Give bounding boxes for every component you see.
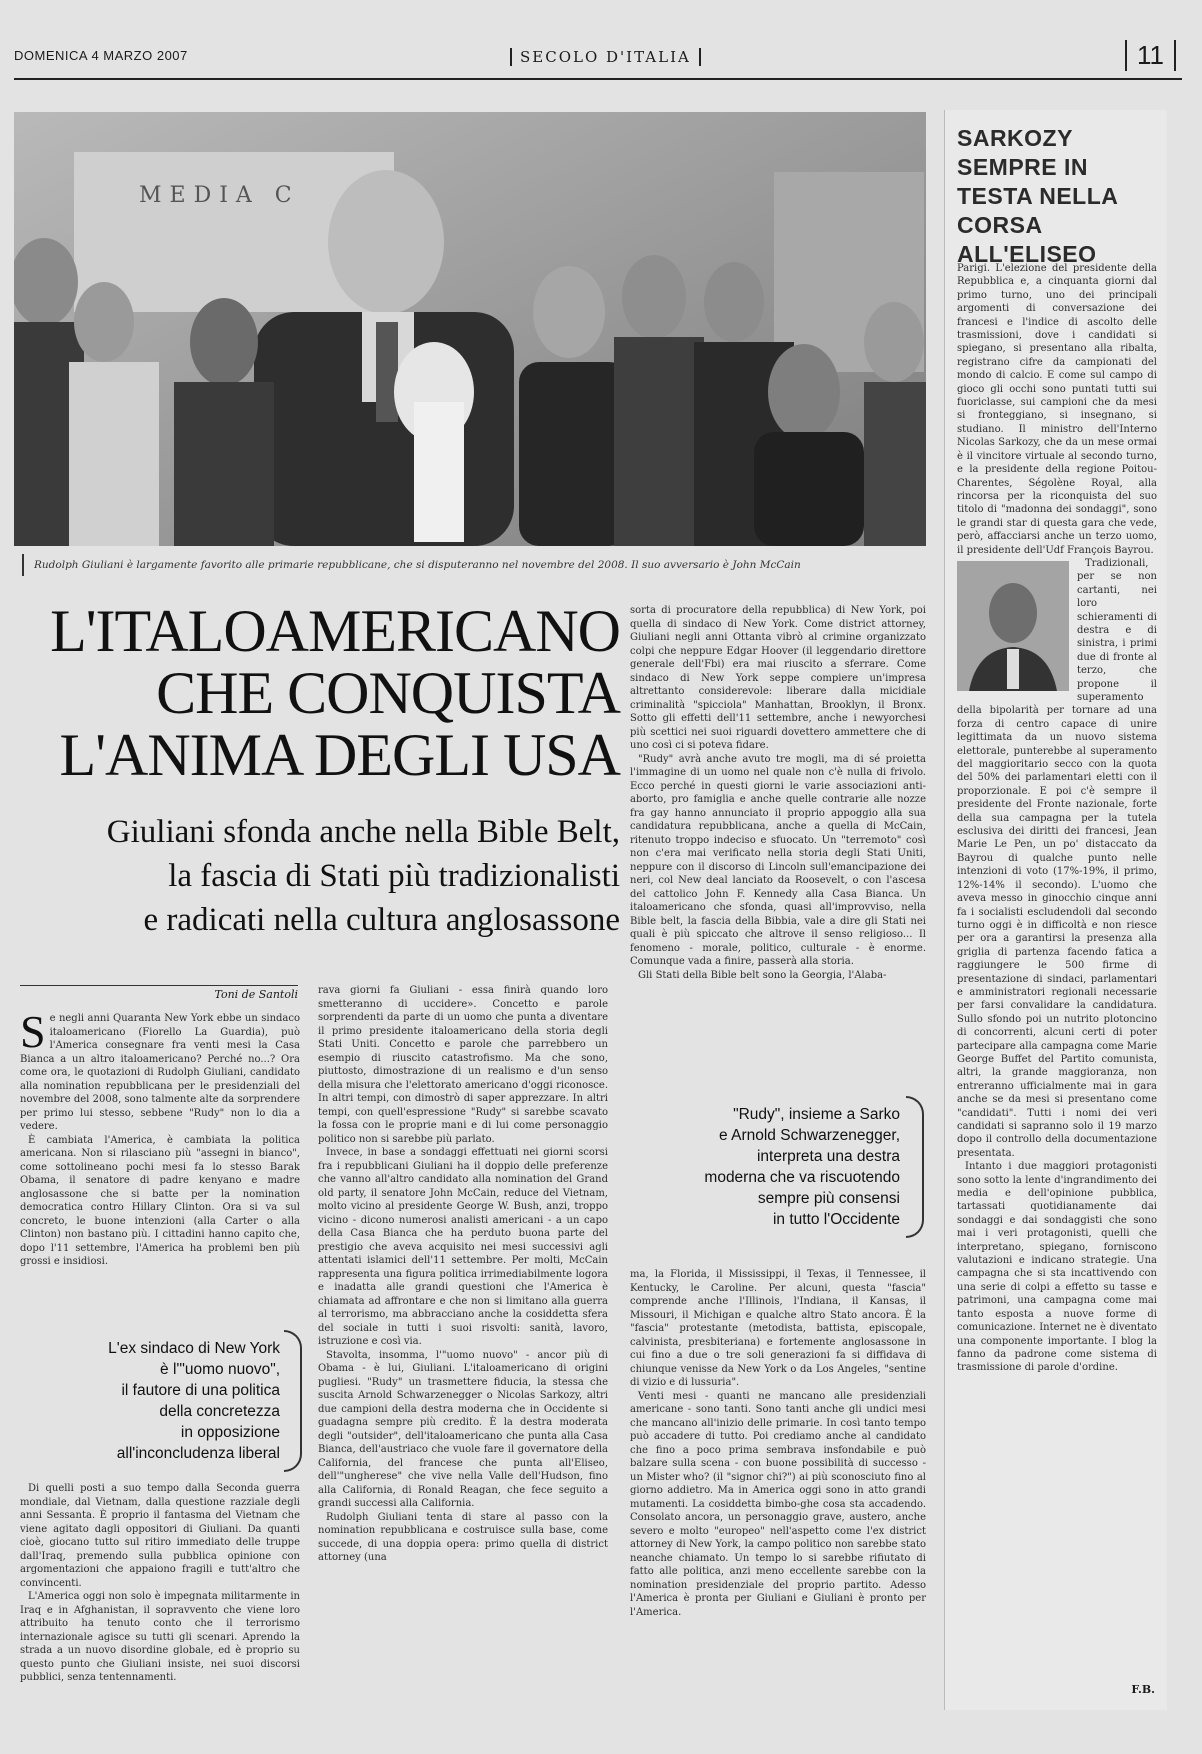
article-column-3-continued: [630, 1268, 926, 1712]
article-column-1-continued: [20, 1482, 300, 1712]
sidebar-text: [957, 262, 1157, 1692]
photo-caption: Rudolph Giuliani è largamente favorito alle primarie repubblicane, che si disputeranno nel novembre del 2008. Il suo avversario è John McCain: [22, 554, 934, 576]
paragraph: e negli anni Quaranta New York ebbe un sindaco italoamericano (Fiorello La Guardia), può l'America consegnare fra venti mesi la Casa Bianca a un altro italoamericano? Perché no...? Ora come ora, le quotazioni di Rudolph Giuliani, candidato alla nomination repubblicana per le presidenziali del novembre del 2008, sono talmente alte da sorprendere per primo lui stesso, sebbene "Rudy" non lo dia a vedere.: [20, 1013, 300, 1132]
article-column-3: [630, 604, 926, 1044]
headline-line: L'ANIMA DEGLI USA: [59, 722, 620, 788]
lead-photo-image: [14, 112, 926, 546]
pull-quote-line: sempre più consensi: [757, 1190, 900, 1207]
headline-line: CHE CONQUISTA: [156, 660, 620, 726]
article-column-1: [20, 1012, 300, 1318]
pull-quote-bracket: [906, 1096, 924, 1238]
pull-quote-line: il fautore di una politica: [121, 1382, 280, 1399]
sidebar-signature: F.B.: [1131, 1683, 1155, 1696]
paragraph: ma, la Florida, il Mississippi, il Texas, il Tennessee, il Kentucky, le Caroline. Per alcuni, questa "fascia" comprende anche l'Illinois, l'Indiana, il Kansas, il Missouri, il Michigan e qualche altro Stato ancora. È la "fascia" protestante (metodista, battista, episcopale, calvinista, presbiteriana) e fortemente anglosassone in cui fino a due o tre soli generazioni fa si diffidava di chiunque venisse da New York o da Los Angeles, "sentine di vizio e di lussuria".: [630, 1269, 926, 1388]
paragraph: Rudolph Giuliani tenta di stare al passo con la nomination repubblicana e costruisce sulla base, come succede, di una doppia opera: primo quella di district attorney (una: [318, 1511, 608, 1563]
subheadline-line: la fascia di Stati più tradizionalisti: [168, 858, 620, 894]
pull-quote-line: e Arnold Schwarzenegger,: [719, 1127, 900, 1144]
paragraph: Di quelli posti a suo tempo dalla Seconda guerra mondiale, dal Vietnam, dalla questione razziale degli anni Sessanta. È proprio il fantasma del Vietnam che viene agitato dagli oppositori di Giuliani. Da quanti cioè, giocano tutto sul ritiro immediato delle truppe dall'Iraq, premendo sulla pubblica opinione con argomentazioni che appaiono fragili e tutt'altro che convincenti.: [20, 1483, 300, 1589]
lead-photo: [14, 112, 926, 546]
paragraph: Intanto i due maggiori protagonisti sono sotto la lente d'ingrandimento dei media e dell'opinione pubblica, tartassati quotidianamente dai sondaggi e dai sondaggisti che sono mai i veri protagonisti, quelli che interpretano, spiegano, forniscono valutazioni e indicano strategie. Una campagna che si sta incattivendo con una serie di colpi a effetto su tasse e patrimoni, una campagna come mai tanto esposta a nuove forme di comunicazione. Internet ne è diventato una componente importante. I blog la fanno da padrone come sistema di trasmissione di parole d'ordine.: [957, 1161, 1157, 1374]
paragraph: Invece, in base a sondaggi effettuati nei giorni scorsi fra i repubblicani Giuliani ha il doppio delle preferenze che vanno all'altro candidato alla nomination del Grand old party, il senatore John McCain, reduce del Vietnam, molto vicino al presidente George W. Bush, anzi, troppo vicino - dicono numerosi analisti americani - a un capo della Casa Bianca che ha perduto buona parte del prestigio che aveva acquisito nei mesi successivi agli attentati islamici dell'11 settembre. Per molti, McCain rappresenta una figura politica irrimediabilmente logora e inadatta alle grandi questioni che l'America è chiamata ad affrontare e che non si limitano alla guerra al terrorismo, ma abbracciano anche la cosiddetta sfera del sociale in tutti i suoi risvolti: sanità, lavoro, istruzione e così via.: [318, 1147, 608, 1347]
paragraph: "Rudy" avrà anche avuto tre mogli, ma di sé proietta l'immagine di un uomo nel quale non c'è nulla di frivolo. Ecco perché in questi giorni le varie associazioni anti-aborto, pro famiglia e anche quelle contrarie alle nozze fra gay hanno annunciato il proprio appoggio alla sua candidatura repubblicana, anche a quella di McCain, ritenuto troppo indeciso e sfuocato. Un "terremoto" così non c'era mai verificato nella storia degli Stati Uniti, neppure con il discorso di Lincoln sull'emancipazione dei neri, col New deal lanciato da Roosevelt, o con l'ascesa del cattolico John F. Kennedy alla Casa Bianca. Un italoamericano che sfonda, quasi all'improvviso, nella Bible belt, la fascia della Bibbia, vale a dire gli Stati nei quali è più spiccato che altrove il senso religioso... Il fenomeno - morale, politico, culturale - è enorme. Comunque vada a finire, passerà alla storia.: [630, 753, 926, 967]
paragraph: Tradizionali, per se non cartanti, nei loro schieramenti di destra e di sinistra, i primi due di fronte al terzo, che propone il superamento della bipolarità per tornare ad una forza di centro capace di unire legittimata da un nuovo sistema elettorale, punterebbe al superamento del maggioritario secco con la quota del 50% dei parlamentari eletti con il proporzionale. E poi c'è sempre il presidente del Fronte nazionale, forte della sua campagna per la tutela esclusiva dei diritti dei francesi, Jean Marie Le Pen, un po' distaccato da Bayrou di qualche punto nelle intenzioni di voto (17%-19%, il primo, 12%-14% il secondo). L'uomo che aveva messo in ginocchio cinque anni fa i socialisti escludendoli dal secondo turno oggi è in difficoltà e non riesce per ora a garantirsi la presenza alla griglia di partenza facendo fatica a raggiungere le 500 firme di presentazione di sindaci, parlamentari e amministratori regionali necessarie per farsi convalidare la candidatura. Sullo sfondo poi un nutrito plotoncino di concorrenti, alcuni certi di poter partecipare alla campagna come Marie George Buffet del Partito comunista, altri, la grande maggioranza, non entreranno ufficialmente mai in gara anche se da mesi si presentano come "candidati". Tutti i nomi dei veri candidati si sapranno solo il 19 marzo dopo il controllo della documentazione presentata.: [957, 557, 1157, 1159]
pull-quote-line: all'inconcludenza liberal: [116, 1445, 280, 1462]
pull-quote-line: interpreta una destra: [756, 1148, 900, 1165]
subheadline: [10, 810, 620, 942]
byline: Toni de Santoli: [20, 985, 298, 1001]
pull-quote-line: L'ex sindaco di New York: [108, 1340, 280, 1357]
sidebar-portrait-photo: [957, 561, 1069, 691]
sidebar-title: SARKOZY SEMPRE IN TESTA NELLA CORSA ALL'ELISEO: [957, 125, 1118, 267]
pull-quote-line: in opposizione: [180, 1424, 280, 1441]
pull-quote-line: della concretezza: [159, 1403, 280, 1420]
pull-quote-line: moderna che va riscuotendo: [704, 1169, 900, 1186]
pull-quote-line: in tutto l'Occidente: [772, 1211, 900, 1228]
sidebar-box: [944, 110, 1167, 1710]
backdrop-sign-text: MEDIA C: [139, 183, 300, 208]
paragraph: L'America oggi non solo è impegnata militarmente in Iraq e in Afghanistan, il sopravvento che viene loro attribuito ha tenuto conto che il terrorismo internazionale agisce su tutti gli scenari. Aprendo la strada a un nuovo disordine globale, ed è proprio su questo punto che Giuliani insiste, nei suoi discorsi pubblici, senza tentennamenti.: [20, 1591, 300, 1683]
paragraph: È cambiata l'America, è cambiata la politica americana. Non si rilasciano più "assegni in bianco", come sottolineano pochi mesi fa lo stesso Barak Obama, il senatore di padre kenyano e madre anglosassone che si batte per la nomination democratica contro Hillary Clinton. Ora si va sul concreto, le buone intenzioni (alla Carter o alla Clinton) non bastano più. I cittadini hanno capito che, dopo l'11 settembre, l'America ha problemi ben più grossi e insidiosi.: [20, 1134, 300, 1267]
paragraph: Stavolta, insomma, l'"uomo nuovo" - ancor più di Obama - è lui, Giuliani. L'italoamericano di origini pugliesi. "Rudy" un trasmettere fiducia, la stessa che suscita Arnold Schwarzenegger o Nicolas Sarkozy, altri due campioni della destra moderna che in Occidente si guadagna sempre più credito. È la destra moderata degli "outsider", dell'italoamericano che punta alla Casa Bianca, dell'austriaco che vuole fare il governatore della California, del francese che punta all'Eliseo, dell'"ungherese" che vive nella Valle dell'Hudson, fino alla California, di Ronald Reagan, che fece seguito a grandi successi alla California.: [318, 1349, 608, 1509]
masthead: SECOLO D'ITALIA: [510, 48, 701, 66]
portrait-image: [957, 561, 1069, 691]
article-column-2: [318, 984, 608, 1712]
headline-line: L'ITALOAMERICANO: [50, 598, 620, 664]
subheadline-line: Giuliani sfonda anche nella Bible Belt,: [106, 814, 620, 850]
page-number: 11: [1125, 40, 1176, 71]
paragraph: Venti mesi - quanti ne mancano alle presidenziali americane - sono tanti. Sono tanti anche gli undici mesi che mancano all'inizio delle primarie. In così tanto tempo può accadere di tutto. Poi crediamo anche al candidato che fino a poco prima sembrava insfondabile e può balzare sulla scena - con buone possibilità di successo - un Mister who? (il "signor chi?") ai più sconosciuto fino al giorno addietro. Ma in America oggi sono in atto grandi mutamenti. La cosiddetta bimbo-ghe cosa sta accadendo. Consolato ancora, un personaggio grave, austero, anche severo e molto "europeo" nell'aspetto come l'ex district attorney di New York, la campo politico non sarebbe stato neanche chiamato. Un tempo lo si sarebbe rifiutato di fatto alle politica, anzi meno eccellente sarebbe con la nomination presidenziale del proprio partito. Adesso l'America è pronta per Giuliani e Giuliani è pronto per l'America.: [630, 1390, 926, 1618]
subheadline-line: e radicati nella cultura anglosassone: [143, 902, 620, 938]
pull-quote-line: "Rudy", insieme a Sarko: [733, 1106, 900, 1123]
pull-quote-1: [40, 1338, 280, 1464]
folio-bar: [14, 40, 1182, 80]
pull-quote-2: [650, 1104, 900, 1230]
paragraph: rava giorni fa Giuliani - essa finirà quando loro smetteranno di uccidere». Concetto e parole sorprendenti da parte di un uomo che punta a diventare il primo presidente italoamericano della storia degli Stati Uniti. Concetto e parole che parrebbero un esempio di riuscito catastrofismo. Ma che sono, piuttosto, dimostrazione di un realismo e d'un senso della misura che l'elettorato americano d'oggi riconosce. In altri tempi, con dimostrò di saper apprezzare. In altri tempi, con quell'espressione "Rudy" si sarebbe scavato la fossa con le proprie mani e di lui come personaggio politico non si sarebbe più parlato.: [318, 985, 608, 1145]
pull-quote-bracket: [284, 1330, 302, 1472]
paragraph: Parigi. L'elezione del presidente della Repubblica e, a cinquanta giorni dal primo turno, uno dei principali argomenti di conversazione dei francesi e l'indice di ascolto delle trasmissioni, dove i candidati si spiegano, si presentano alla ribalta, registrano cifre da campionati del mondo di calcio. E come sul campo di gioco gli occhi sono puntati tutti sui fuoriclasse, sui campioni che da mesi si fronteggiano, si insegnano, si studiano. Il ministro dell'Interno Nicolas Sarkozy, che da un mese ormai è il vincitore virtuale al secondo turno, e la presidente della regione Poitou-Charentes, Ségolène Royal, alla rincorsa per la riconquista del suo titolo di "madonna dei sondaggi", sono le grandi star di questa gara che vede, però, affacciarsi anche un terzo uomo, il presidente dell'Udf François Bayrou.: [957, 263, 1157, 556]
pull-quote-line: è l'"uomo nuovo",: [160, 1361, 280, 1378]
issue-date: DOMENICA 4 MARZO 2007: [14, 48, 188, 63]
headline: [20, 600, 620, 786]
paragraph: sorta di procuratore della repubblica) di New York, poi quella di sindaco di New York. Come district attorney, Giuliani negli anni Ottanta vibrò al crimine organizzato colpi che neppure Edgar Hoover (il leggendario direttore generale dell'Fbi) era mai riuscito a sferrare. Come sindaco di New York seppe compiere un'impresa altrettanto considerevole: liberare dalla micidiale criminalità "spicciola" Manhattan, Brooklyn, il Bronx. Sotto gli effetti dell'11 settembre, anche i newyorchesi più scettici nei suoi riguardi dovettero ammettere che di uno così ci si poteva fidare.: [630, 605, 926, 751]
paragraph: Gli Stati della Bible belt sono la Georgia, l'Alaba-: [638, 969, 887, 981]
dropcap: S: [20, 1012, 46, 1057]
